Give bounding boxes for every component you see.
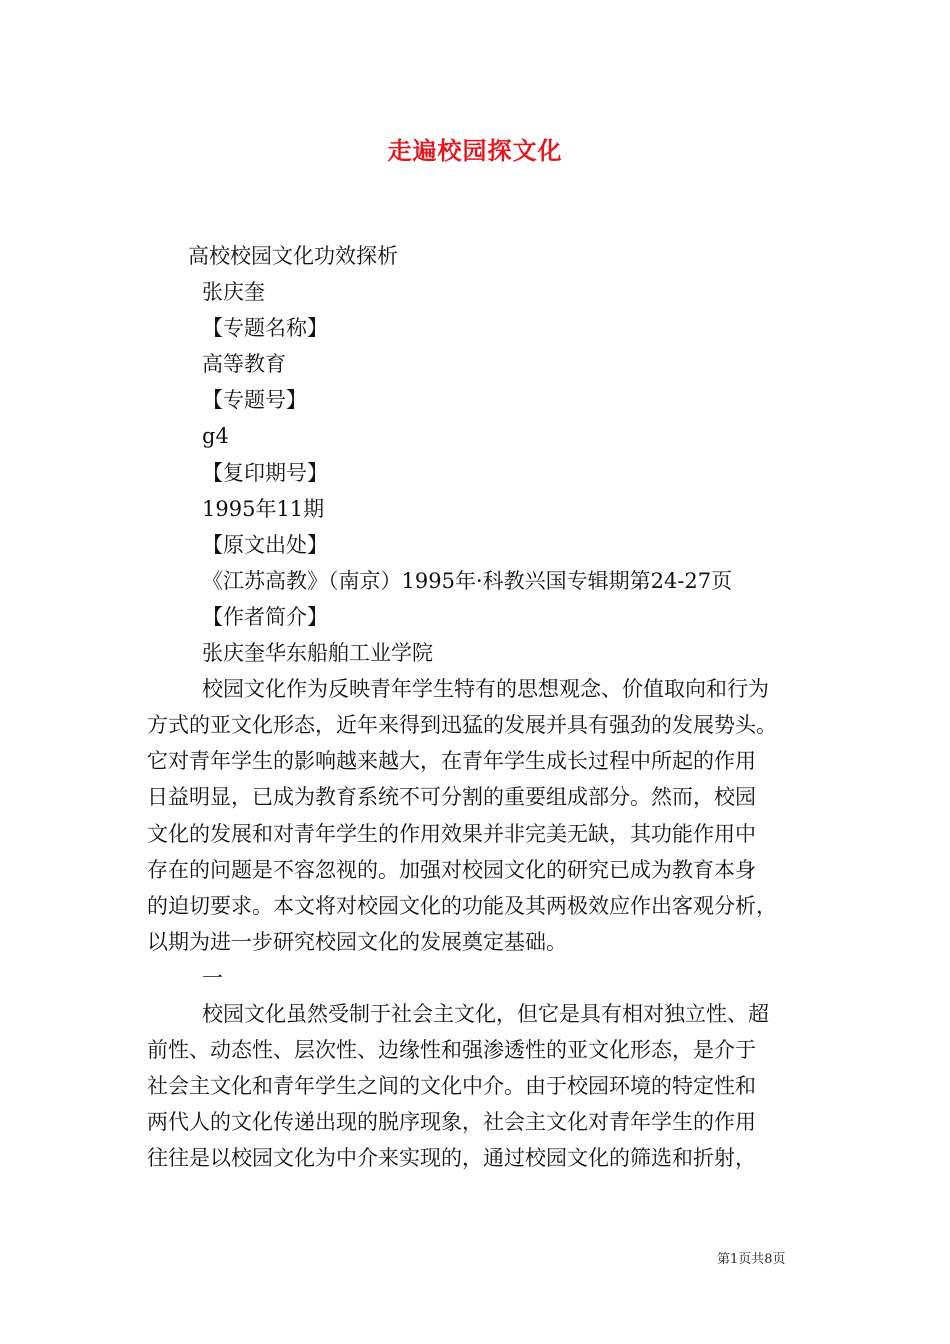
field-value-issue: 1995年11期 bbox=[202, 496, 325, 521]
paragraph-line: 的迫切要求。本文将对校园文化的功能及其两极效应作出客观分析， bbox=[147, 893, 777, 918]
field-label-topic-number: 【专题号】 bbox=[202, 388, 307, 413]
paragraph-line: 存在的问题是不容忽视的。加强对校园文化的研究已成为教育本身 bbox=[147, 857, 756, 882]
paragraph-line: 方式的亚文化形态，近年来得到迅猛的发展并具有强劲的发展势头。 bbox=[147, 713, 777, 738]
paragraph-line: 前性、动态性、层次性、边缘性和强渗透性的亚文化形态，是介于 bbox=[147, 1038, 756, 1063]
paragraph-line: 社会主文化和青年学生之间的文化中介。由于校园环境的特定性和 bbox=[147, 1074, 756, 1099]
author-name: 张庆奎 bbox=[202, 280, 265, 305]
field-value-topic-name: 高等教育 bbox=[202, 352, 286, 377]
paragraph-line: 它对青年学生的影响越来越大，在青年学生成长过程中所起的作用 bbox=[147, 749, 756, 774]
field-label-source: 【原文出处】 bbox=[202, 532, 328, 557]
page-number: 第1页共8页 bbox=[717, 1252, 786, 1267]
field-value-topic-number: g4 bbox=[202, 424, 229, 449]
document-body bbox=[147, 238, 817, 1176]
field-label-topic-name: 【专题名称】 bbox=[202, 316, 328, 341]
section-heading: 一 bbox=[202, 965, 223, 990]
field-label-issue: 【复印期号】 bbox=[202, 460, 328, 485]
article-title: 高校校园文化功效探析 bbox=[188, 244, 398, 268]
document-title: 走遍校园探文化 bbox=[387, 136, 563, 165]
paragraph-line: 往往是以校园文化为中介来实现的，通过校园文化的筛选和折射， bbox=[147, 1146, 756, 1171]
field-value-author-intro: 张庆奎华东船舶工业学院 bbox=[202, 641, 433, 666]
paragraph-line: 校园文化虽然受制于社会主文化，但它是具有相对独立性、超 bbox=[202, 1001, 769, 1026]
field-label-author-intro: 【作者简介】 bbox=[202, 604, 328, 629]
field-value-source: 《江苏高教》（南京）1995年·科教兴国专辑期第24-27页 bbox=[202, 568, 733, 593]
paragraph-line: 校园文化作为反映青年学生特有的思想观念、价值取向和行为 bbox=[202, 677, 769, 702]
paragraph-line: 两代人的文化传递出现的脱序现象，社会主文化对青年学生的作用 bbox=[147, 1110, 756, 1135]
paragraph-line: 以期为进一步研究校园文化的发展奠定基础。 bbox=[147, 929, 567, 954]
paragraph-line: 日益明显，已成为教育系统不可分割的重要组成部分。然而，校园 bbox=[147, 785, 756, 810]
paragraph-line: 文化的发展和对青年学生的作用效果并非完美无缺，其功能作用中 bbox=[147, 821, 756, 846]
